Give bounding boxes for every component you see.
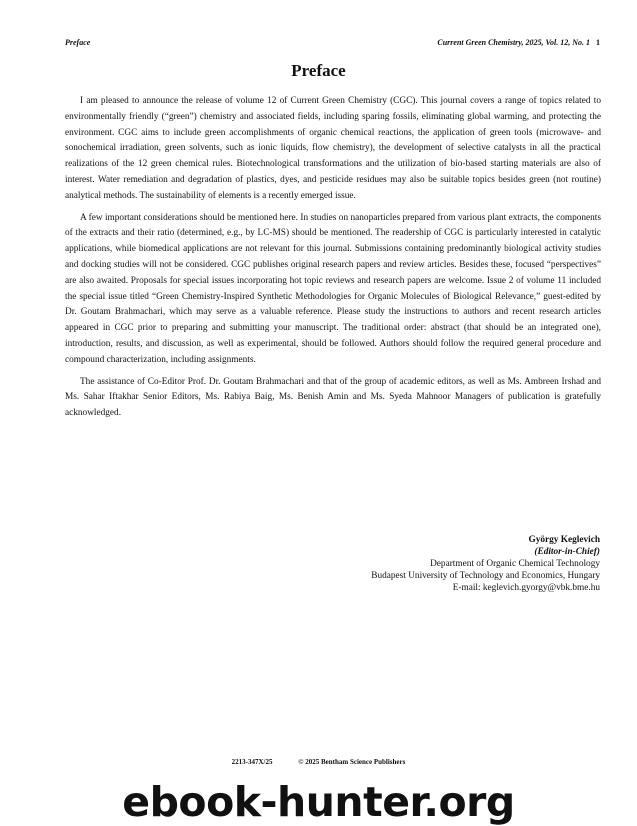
paragraph-1: I am pleased to announce the release of volume 12 of Current Green Chemistry (CGC). This journal covers a range of topics related to environmentally friendly (“green”) chemistry and associated fields, including sparing fossils, eliminating global warming, and protecting the environment. CGC aims to include green accomplishments of organic chemical reactions, the application of green tools (microwave- and sonochemical irradiation, green solvents, such as ionic liquids, flow chemistry), the development of selective catalysts in all the practical realizations of the 12 green chemical rules. Biotechnological transformations and the utilization of bio-based starting materials are also of interest. Water remediation and degradation of plastics, dyes, and pesticide residues may also be suitable topics besides green (not routine) analytical methods. The sustainability of elements is a recently emerged issue. bbox=[65, 96, 601, 201]
journal-name: Current Green Chemistry, 2025, Vol. 12, No. 1 bbox=[437, 38, 590, 47]
author-university: Budapest University of Technology and Economics, Hungary bbox=[371, 571, 600, 581]
page-number: 1 bbox=[596, 38, 600, 47]
journal-citation bbox=[437, 38, 600, 47]
copyright-notice: © 2025 Bentham Science Publishers bbox=[298, 758, 406, 766]
article-body bbox=[65, 94, 601, 428]
signature-block bbox=[371, 534, 600, 594]
running-head bbox=[65, 38, 600, 50]
paragraph-3: The assistance of Co-Editor Prof. Dr. Goutam Brahmachari and that of the group of academic editors, as well as Ms. Ambreen Irshad and Ms. Sahar Iftakhar Senior Editors, Ms. Rabiya Baig, Ms. Benish Amin and Ms. Syeda Mahnoor Managers of publication is gratefully acknowledged. bbox=[65, 376, 601, 419]
author-role: (Editor-in-Chief) bbox=[534, 547, 600, 557]
section-label: Preface bbox=[65, 38, 91, 47]
page-footer bbox=[0, 758, 637, 766]
page-title: Preface bbox=[291, 61, 346, 80]
author-name: György Keglevich bbox=[528, 535, 600, 545]
watermark-text: ebook-hunter.org bbox=[122, 778, 515, 826]
issn-code: 2213-347X/25 bbox=[231, 758, 273, 766]
author-email: E-mail: keglevich.gyorgy@vbk.bme.hu bbox=[452, 583, 600, 593]
paragraph-2: A few important considerations should be mentioned here. In studies on nanoparticles prepared from various plant extracts, the components of the extracts and their ratio (determined, e.g., by LC-MS) should be mentioned. The readership of CGC is particularly interested in catalytic applications, while biomedical applications are not relevant for this journal. Submissions containing predominantly biological activity studies and docking studies will not be considered. CGC publishes original research papers and review articles. Besides these, focused “perspectives” are also awaited. Proposals for special issues incorporating hot topic reviews and research papers are welcome. Issue 2 of volume 11 included the special issue titled “Green Chemistry-Inspired Synthetic Methodologies for Organic Molecules of Biological Relevance,” guest-edited by Dr. Goutam Brahmachari, which may serve as a valuable reference. Please study the instructions to authors and recent research articles appeared in CGC prior to preparing and submitting your manuscript. The traditional order: abstract (that should be an integrated one), introduction, results, and discussion, as well as experimental, should be followed. Authors should follow the required general procedure and compound characterization, including assignments. bbox=[65, 212, 601, 365]
author-department: Department of Organic Chemical Technology bbox=[430, 559, 600, 569]
